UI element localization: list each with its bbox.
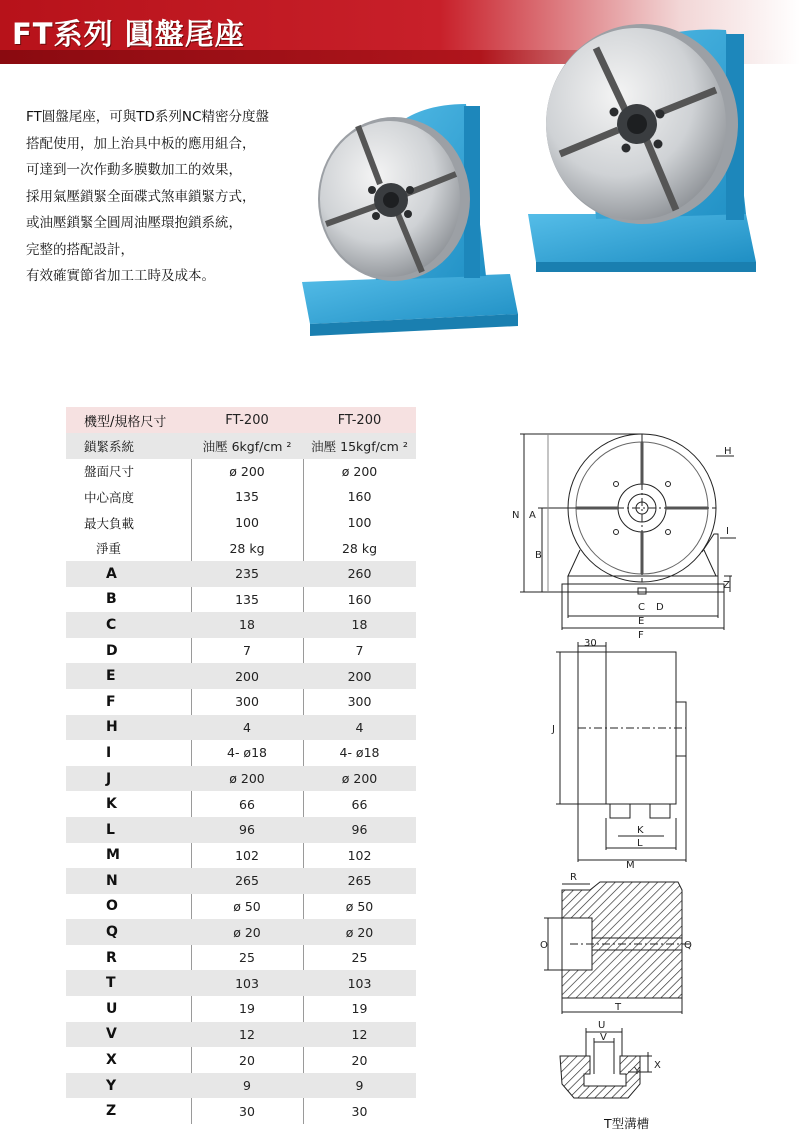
tailstock-small: [302, 104, 518, 336]
table-row: [66, 817, 416, 843]
table-row: [66, 945, 416, 971]
label-F: F: [638, 630, 644, 641]
row-label: T: [106, 975, 116, 992]
table-row: [66, 612, 416, 638]
table-row: [66, 894, 416, 920]
row-value-2: 7: [355, 643, 364, 659]
row-value-2: 66: [351, 796, 368, 812]
row-value-1: ø 200: [229, 463, 265, 479]
label-E: E: [638, 616, 645, 627]
label-30: 30: [584, 638, 597, 649]
row-value-1: 28 kg: [229, 540, 265, 556]
label-V: V: [600, 1032, 607, 1043]
label-J: J: [552, 724, 555, 735]
table-row: [66, 1047, 416, 1073]
row-value-1: 4: [243, 719, 251, 735]
header-label: 機型/規格尺寸: [84, 414, 167, 430]
label-L: L: [637, 838, 643, 849]
label-Y: Y: [634, 1066, 641, 1077]
row-value-1: 265: [235, 873, 259, 889]
row-value-2: 4- ø18: [339, 745, 380, 761]
row-value-1: 135: [235, 489, 259, 505]
table-row: [66, 1073, 416, 1099]
section-view: [540, 872, 692, 1014]
label-Q: Q: [684, 940, 692, 951]
row-value-2: 100: [347, 515, 372, 531]
label-B: B: [535, 550, 542, 561]
row-value-2: 102: [347, 847, 372, 863]
table-row: [66, 1098, 416, 1124]
row-value-2: 20: [351, 1052, 368, 1068]
label-X: X: [654, 1060, 661, 1071]
table-row: [66, 433, 416, 459]
intro-line: 完整的搭配設計，: [26, 241, 134, 258]
row-value-1: 20: [239, 1052, 255, 1068]
table-row: [66, 689, 416, 715]
row-value-1: ø 20: [233, 924, 261, 940]
row-value-1: 30: [239, 1103, 255, 1119]
row-value-1: 100: [235, 515, 259, 531]
row-value-2: 265: [347, 873, 372, 889]
table-row: [66, 740, 416, 766]
intro-line: 有效確實節省加工工時及成本。: [26, 268, 215, 284]
table-row: [66, 791, 416, 817]
row-label: M: [106, 847, 120, 864]
row-value-1: 102: [235, 847, 259, 863]
row-label: 鎖緊系統: [84, 438, 135, 454]
product-photo: [296, 14, 800, 340]
table-row: [66, 868, 416, 894]
row-value-1: ø 50: [233, 898, 261, 914]
label-D: D: [656, 602, 664, 613]
intro-line: 採用氣壓鎖緊全面碟式煞車鎖緊方式，: [26, 188, 256, 205]
table-row: [66, 638, 416, 664]
header-col1: FT-200: [225, 412, 269, 428]
row-value-1: 96: [239, 822, 255, 838]
spec-table: [66, 407, 416, 1124]
row-value-2: 260: [347, 566, 372, 582]
row-value-1: 66: [239, 796, 255, 812]
row-value-1: ø 200: [229, 771, 265, 787]
row-value-1: 103: [235, 975, 259, 991]
row-label: Q: [106, 924, 118, 941]
row-label: X: [106, 1052, 117, 1069]
row-value-2: 12: [351, 1026, 368, 1042]
row-label: Y: [106, 1077, 117, 1094]
row-value-1: 4- ø18: [227, 745, 267, 761]
row-value-2: 160: [347, 591, 372, 607]
label-M: M: [626, 860, 635, 871]
row-value-1: 9: [243, 1078, 251, 1094]
row-value-1: 7: [243, 643, 251, 659]
table-row: [66, 1022, 416, 1048]
label-U: U: [598, 1020, 606, 1031]
row-label: 中心高度: [84, 489, 135, 505]
row-value-2: 25: [351, 950, 368, 966]
row-label: V: [106, 1026, 117, 1043]
row-value-2: ø 20: [345, 924, 374, 940]
technical-drawing: [500, 420, 800, 1139]
row-label: Z: [106, 1103, 117, 1120]
row-value-1: 19: [239, 1001, 255, 1017]
tailstock-large: [528, 24, 756, 272]
header-col2: FT-200: [337, 412, 382, 428]
row-value-2: 9: [355, 1078, 364, 1094]
row-label: U: [106, 1000, 118, 1017]
row-value-2: 19: [351, 1001, 368, 1017]
row-label: I: [106, 744, 112, 761]
row-value-1: 25: [239, 950, 255, 966]
t-slot-view: [560, 1020, 661, 1098]
page-title: FT系列 圓盤尾座: [12, 17, 245, 51]
row-value-1: 135: [235, 591, 259, 607]
row-value-2: 103: [347, 975, 372, 991]
row-label: C: [106, 616, 117, 633]
label-O: O: [540, 940, 548, 951]
row-label: L: [106, 821, 115, 838]
table-row: [66, 663, 416, 689]
row-value-1: 油壓 6kgf/cm ²: [202, 438, 292, 454]
row-value-2: ø 50: [345, 898, 374, 914]
row-label: 淨重: [96, 541, 122, 557]
label-T: T: [615, 1002, 622, 1013]
row-value-2: 18: [351, 617, 368, 633]
row-value-1: 18: [239, 617, 255, 633]
row-value-2: 30: [351, 1103, 368, 1119]
table-row: [66, 919, 416, 945]
label-R: R: [570, 872, 577, 883]
row-value-2: 300: [347, 694, 372, 710]
row-value-2: 96: [351, 822, 368, 838]
row-label: D: [106, 642, 118, 659]
table-row: [66, 561, 416, 587]
row-label: B: [106, 591, 117, 608]
table-row: [66, 459, 416, 485]
row-label: H: [106, 719, 118, 736]
row-label: A: [106, 565, 117, 582]
table-header: [66, 407, 416, 433]
row-value-2: ø 200: [341, 463, 378, 479]
intro-text: [26, 104, 306, 290]
label-A: A: [529, 510, 536, 521]
table-row: [66, 715, 416, 741]
row-label: R: [106, 949, 117, 966]
row-label: 最大負載: [84, 515, 135, 531]
label-I: I: [726, 526, 729, 537]
intro-line: 可達到一次作動多膜數加工的效果，: [26, 162, 242, 178]
row-label: K: [106, 796, 117, 813]
label-Z: Z: [723, 580, 730, 591]
row-value-1: 12: [239, 1026, 255, 1042]
row-value-2: 油壓 15kgf/cm ²: [311, 438, 408, 454]
row-value-2: 4: [355, 719, 364, 735]
row-label: N: [106, 872, 118, 889]
table-row: [66, 996, 416, 1022]
row-label: F: [106, 693, 116, 710]
label-H: H: [724, 446, 732, 457]
row-label: O: [106, 898, 118, 915]
row-value-2: 28 kg: [341, 540, 378, 556]
t-slot-caption: T型溝槽: [604, 1116, 650, 1131]
table-row: [66, 766, 416, 792]
intro-line: 搭配使用，加上治具中板的應用組合，: [26, 135, 256, 152]
label-K: K: [637, 825, 644, 836]
row-value-2: ø 200: [341, 771, 378, 787]
intro-line: FT圓盤尾座，可與TD系列NC精密分度盤: [26, 109, 269, 125]
label-C: C: [638, 602, 645, 613]
row-value-1: 200: [235, 668, 259, 684]
row-label: 盤面尺寸: [84, 464, 135, 480]
side-view: [551, 638, 686, 871]
row-value-2: 200: [347, 668, 372, 684]
table-row: [66, 535, 416, 561]
table-row: [66, 843, 416, 869]
table-row: [66, 587, 416, 613]
row-value-1: 300: [235, 694, 259, 710]
row-value-1: 235: [235, 566, 259, 582]
row-label: J: [106, 770, 112, 787]
table-row: [66, 970, 416, 996]
front-view: [512, 434, 736, 641]
label-N: N: [512, 510, 520, 521]
row-label: E: [106, 668, 116, 685]
table-row: [66, 484, 416, 510]
table-row: [66, 510, 416, 536]
row-value-2: 160: [347, 489, 372, 505]
intro-line: 或油壓鎖緊全圓周油壓環抱鎖系統，: [26, 215, 242, 231]
